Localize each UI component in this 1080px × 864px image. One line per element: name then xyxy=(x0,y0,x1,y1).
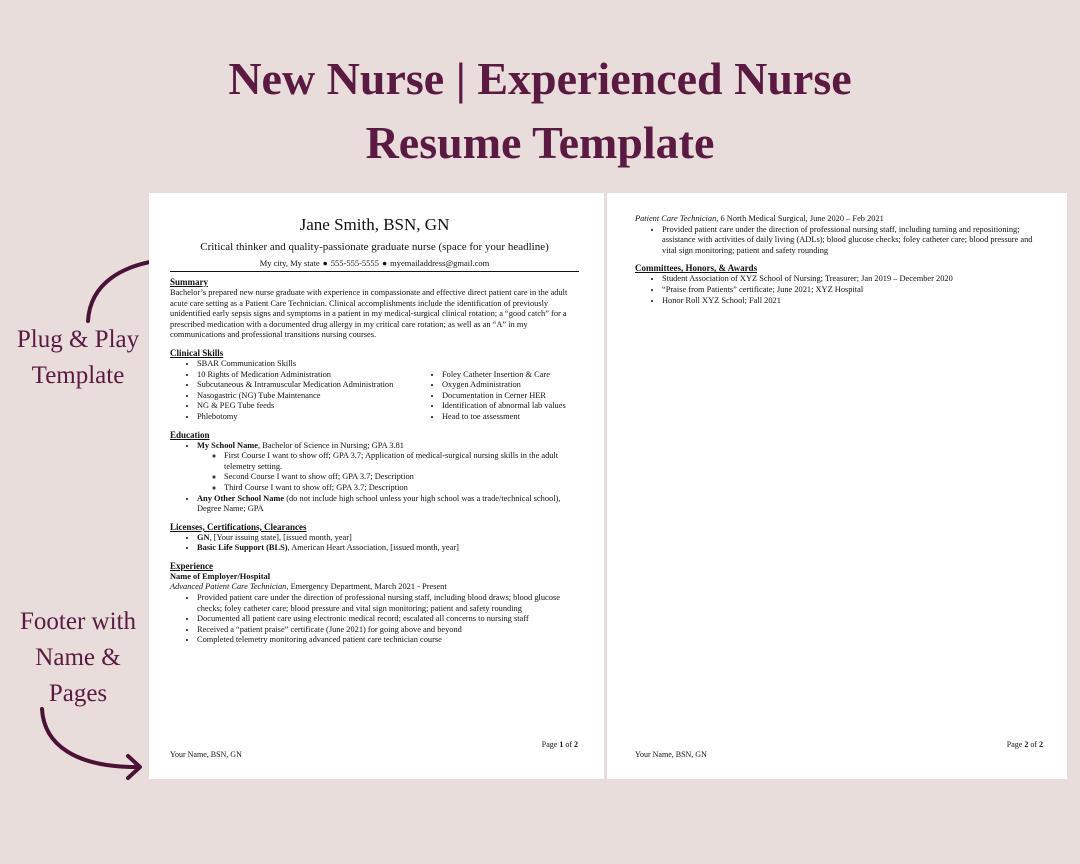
page-total: 2 xyxy=(574,740,578,749)
footer-name: Your Name, BSN, GN xyxy=(635,750,707,759)
resume-page-1 xyxy=(149,193,604,779)
page-prefix: Page xyxy=(1006,740,1025,749)
page-prefix: Page xyxy=(541,740,560,749)
list-item: • Foley Catheter Insertion & Care xyxy=(442,370,579,381)
list-item xyxy=(197,533,579,544)
degree-detail: , Bachelor of Science in Nursing; GPA 3.81 xyxy=(257,440,404,450)
list-item: • Head to toe assessment xyxy=(442,412,579,423)
skills-right-column xyxy=(415,359,579,423)
list-item: • 10 Rights of Medication Administration xyxy=(197,370,415,381)
list-item: • Phlebotomy xyxy=(197,412,415,423)
summary-text: Bachelor’s prepared new nurse graduate with experience in compassionate and effective direct patient care in the adult acute care setting as a Patient Care Technician. Clinical accomplishments include the identification of previously unidentified early sepsis signs and symptoms in a patient in my medical-surgical clinical rotation; a “good catch” for a prescribed medication with a documented drug allergy in my critical care rotation; as well as an “A” in my communications and professional transitions nursing courses. xyxy=(170,288,568,340)
list-item: • Identification of abnormal lab values xyxy=(442,401,579,412)
footer-callout-label xyxy=(8,604,148,712)
role-line xyxy=(170,582,579,593)
licenses-list xyxy=(170,533,579,554)
page-current: 1 xyxy=(559,740,564,749)
role-title: Patient Care Technician xyxy=(635,214,717,223)
course-list xyxy=(197,451,579,493)
skills-left-column xyxy=(170,359,415,423)
experience-heading: Experience xyxy=(170,560,213,571)
resume-name: Jane Smith, BSN, GN xyxy=(299,215,450,234)
contact-location: My city, My state xyxy=(259,258,320,268)
list-item: ◦ First Course I want to show off; GPA 3.7; Application of medical-surgical nursing skills in the adult telemetry setting. xyxy=(224,451,579,472)
arrow-down-icon xyxy=(36,705,156,785)
list-item: • Honor Roll XYZ School; Fall 2021 xyxy=(662,296,1045,307)
education-heading: Education xyxy=(170,429,210,440)
footer-label-line3: Pages xyxy=(48,680,108,707)
page-of: of xyxy=(563,740,574,749)
contact-phone: 555-555-5555 xyxy=(330,258,379,268)
page-number xyxy=(542,740,578,749)
plug-and-play-label xyxy=(8,322,148,394)
clinical-skills-list xyxy=(170,359,579,423)
list-item xyxy=(197,441,579,494)
list-item: • Provided patient care under the direction of professional nursing staff, including turning and repositioning; assistance with activities of daily living (ADLs); blood glucose checks; foley catheter care; blood pressure and vital sign monitoring; patient and safety rounding xyxy=(662,225,1045,257)
footer-label-line1: Footer with xyxy=(20,608,136,635)
role-title: Advanced Patient Care Technician xyxy=(170,582,287,592)
clinical-skills-heading: Clinical Skills xyxy=(170,347,224,358)
page-of: of xyxy=(1028,740,1039,749)
list-item: • Documented all patient care using electronic medical record; escalated all concerns to nursing staff xyxy=(197,614,579,625)
list-item: • “Praise from Patients” certificate; June 2021; XYZ Hospital xyxy=(662,285,1045,296)
list-item: • Completed telemetry monitoring advanced patient care technician course xyxy=(197,635,579,646)
list-item: ◦ Third Course I want to show off; GPA 3.7; Description xyxy=(224,483,579,494)
list-item xyxy=(197,543,579,554)
contact-line: My city, My state ● 555-555-5555 ● myemailaddress@gmail.com xyxy=(170,258,579,272)
list-item: • Student Association of XYZ School of Nursing; Treasurer; Jan 2019 – December 2020 xyxy=(662,274,1045,285)
role-detail: , 6 North Medical Surgical, June 2020 – Feb 2021 xyxy=(716,214,884,223)
resume-headline: Critical thinker and quality-passionate graduate nurse (space for your headline) xyxy=(200,241,549,253)
role-bullets xyxy=(635,225,1045,257)
footer-label-line2: Name & xyxy=(35,644,121,671)
awards-list xyxy=(635,274,1045,306)
summary-heading: Summary xyxy=(170,277,208,287)
license-name: Basic Life Support (BLS) xyxy=(197,543,288,553)
awards-heading: Committees, Honors, & Awards xyxy=(635,263,758,274)
resume-page-2 xyxy=(607,193,1067,779)
role-bullets xyxy=(170,593,579,646)
license-detail: , American Heart Association, [issued month, year] xyxy=(287,543,459,553)
licenses-heading: Licenses, Certifications, Clearances xyxy=(170,521,307,532)
banner-title-line2: Resume Template xyxy=(365,117,715,168)
contact-email: myemailaddress@gmail.com xyxy=(390,258,490,268)
role-line xyxy=(635,214,1045,225)
license-name: GN xyxy=(197,532,210,542)
page-total: 2 xyxy=(1039,740,1043,749)
list-item: • Documentation in Cerner HER xyxy=(442,391,579,402)
school-name: Any Other School Name xyxy=(197,493,285,503)
page-number xyxy=(1007,740,1043,749)
role-detail: , Emergency Department, March 2021 - Present xyxy=(286,582,447,592)
license-detail: , [Your issuing state], [issued month, year] xyxy=(209,532,352,542)
list-item: • Oxygen Administration xyxy=(442,380,579,391)
list-item: • Provided patient care under the direction of professional nursing staff, including blood draws; blood glucose checks; foley catheter care; blood pressure and vital sign monitoring; patient and safety rounding xyxy=(197,593,579,614)
list-item: • Subcutaneous & Intramuscular Medication Administration xyxy=(197,380,415,391)
school-name: My School Name xyxy=(197,440,258,450)
list-item: • Nasogastric (NG) Tube Maintenance xyxy=(197,391,415,402)
list-item: • NG & PEG Tube feeds xyxy=(197,401,415,412)
list-item: ◦ Second Course I want to show off; GPA 3.7; Description xyxy=(224,472,579,483)
list-item: • SBAR Communication Skills xyxy=(197,359,415,370)
banner-title-line1: New Nurse | Experienced Nurse xyxy=(228,53,852,104)
footer-name: Your Name, BSN, GN xyxy=(170,750,242,759)
plug-label-line2: Template xyxy=(31,362,125,389)
employer-name: Name of Employer/Hospital xyxy=(170,571,271,581)
page-current: 2 xyxy=(1024,740,1029,749)
list-item xyxy=(197,494,579,515)
list-item: • Received a “patient praise” certificate (June 2021) for going above and beyond xyxy=(197,625,579,636)
plug-label-line1: Plug & Play xyxy=(16,326,140,353)
degree-detail: (do not include high school unless your high school was a trade/technical school), Degree Name; GPA xyxy=(197,493,561,514)
education-list xyxy=(170,441,579,515)
